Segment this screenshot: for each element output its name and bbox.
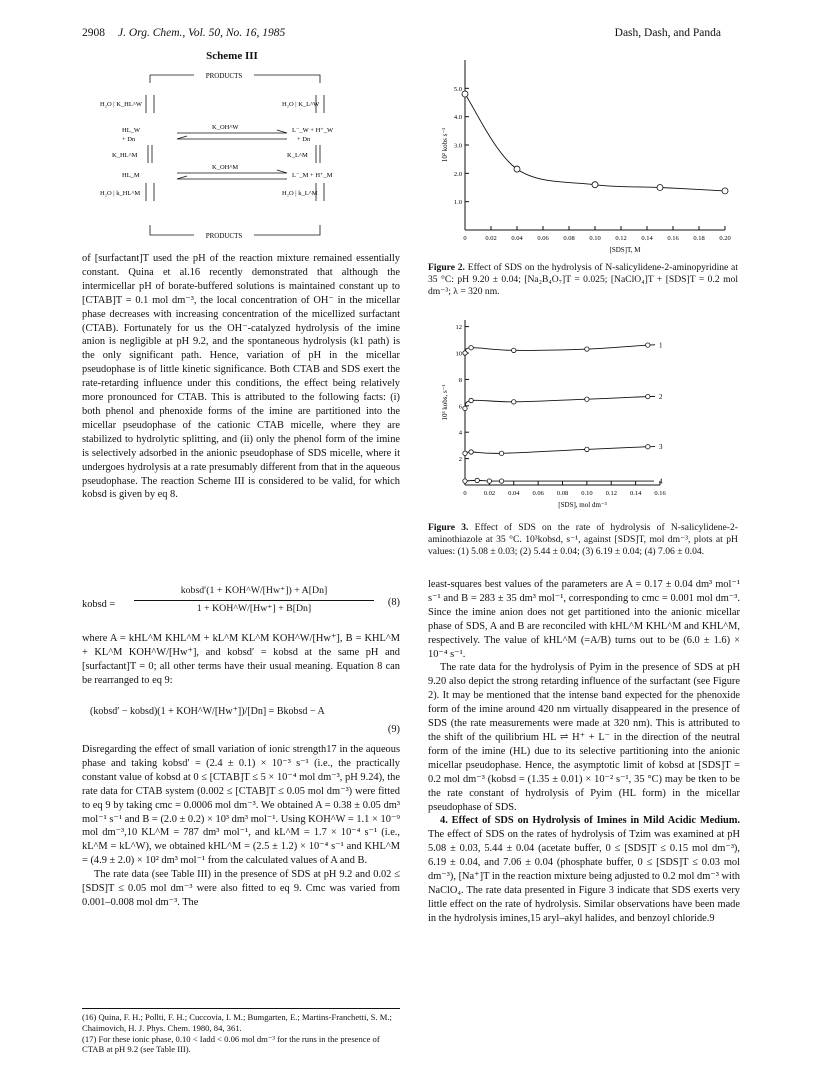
data-point xyxy=(463,406,467,410)
figure-3-caption xyxy=(428,522,738,559)
y-tick-label: 4 xyxy=(458,429,462,437)
x-tick-label: 0.16 xyxy=(667,235,679,242)
x-tick-label: 0.18 xyxy=(693,235,705,242)
figure-3-label: Figure 3. xyxy=(428,522,469,533)
x-tick-label: 0.14 xyxy=(641,235,653,242)
series-line xyxy=(465,94,725,191)
products-top-label: PRODUCTS xyxy=(205,72,243,80)
section-heading: 4. Effect of SDS on Hydrolysis of Imines in Mild Acidic Medium. xyxy=(440,815,740,827)
footnotes xyxy=(82,1012,400,1055)
x-tick-label: 0.08 xyxy=(563,235,575,242)
x-tick-label: 0.06 xyxy=(537,235,549,242)
x-tick-label: 0 xyxy=(463,235,467,242)
left-column xyxy=(82,252,400,502)
data-point xyxy=(462,91,468,97)
label-k-hl-m: K_HL^M xyxy=(112,152,138,159)
left-para-2-block xyxy=(82,632,400,688)
series-label: 1 xyxy=(659,341,663,350)
eq9-number: (9) xyxy=(387,724,400,735)
x-tick-label: 0.12 xyxy=(615,235,627,242)
data-point xyxy=(487,479,491,483)
label-h2o-kl-m: H₂O | k_L^M xyxy=(282,190,318,197)
data-point xyxy=(499,479,503,483)
products-bottom-label: PRODUCTS xyxy=(205,232,243,240)
label-l-w: L⁻_W + H⁺_W xyxy=(292,127,334,134)
left-para-4: The rate data (see Table III) in the presence of SDS at pH 9.2 and 0.02 ≤ [SDS]T ≤ 0.05 mol dm⁻³ were also fitted to eq 9. Cmc was varied from 0.001–0.008 mol dm⁻³. The xyxy=(82,869,400,908)
footnote-rule xyxy=(82,1008,400,1009)
x-tick-label: 0.10 xyxy=(581,490,593,497)
data-point xyxy=(475,478,479,482)
y-tick-label: 1.0 xyxy=(453,199,462,207)
authors: Dash, Dash, and Panda xyxy=(614,27,721,39)
equation-9 xyxy=(82,706,400,740)
figure-2-label: Figure 2. xyxy=(428,262,465,273)
data-point xyxy=(646,394,650,398)
figure-2-caption xyxy=(428,262,738,299)
label-h2o-kl-w: H₂O | K_L^W xyxy=(282,101,320,108)
data-point xyxy=(646,445,650,449)
y-tick-label: 4.0 xyxy=(453,114,462,122)
x-tick-label: 0.14 xyxy=(629,490,642,497)
x-tick-label: 0.02 xyxy=(485,235,497,242)
y-tick-label: 2.0 xyxy=(453,170,462,178)
x-tick-label: 0.02 xyxy=(483,490,496,497)
x-tick-label: 0.06 xyxy=(532,490,544,497)
scheme-iii xyxy=(82,50,382,250)
data-point xyxy=(585,347,589,351)
left-para-2: where A = kHL^M KHL^M + kL^M KL^M KOH^W/[Hw⁺], B = KHL^M + KL^M KOH^W/[Hw⁺], and kobsd′ = kobsd at the same pH and [surfactant]T = 0; all other terms have their usual meaning. Equation 8 can be rearranged to eq 9: xyxy=(82,633,400,686)
series-line xyxy=(465,480,654,481)
y-axis-label: 10² kobs s⁻¹ xyxy=(441,127,449,163)
x-tick-label: 0.04 xyxy=(508,490,520,497)
series-line xyxy=(465,396,655,408)
data-point xyxy=(514,166,520,172)
label-k-oh-m: K_OH^M xyxy=(212,164,239,171)
right-para-3: The effect of SDS on the rates of hydrolysis of Tzim was examined at pH 5.08 ± 0.03, 5.44 ± 0.04 (acetate buffer, 0 ≤ [SDS]T ≤ 0.15 mol dm⁻³), 6.19 ± 0.04, and 7.06 ± 0.04 (phosphate buffer, 0 ≤ [SDS]T ≤ 0.03 mol dm⁻³), [Na⁺]T in the reaction mixture being adjusted to 0.2 mol dm⁻³ with NaClO₄. The rate data presented in Figure 3 indicate that SDS exerts very little effect on the rate of hydrolysis. Similar observations have been made in the hydrolysis imines,15 aryl–akyl halides, and benzoyl chloride.9 xyxy=(428,829,740,924)
x-tick-label: 0.04 xyxy=(511,235,523,242)
series-line xyxy=(465,447,655,454)
data-point xyxy=(469,398,473,402)
figure-2-caption-text: Effect of SDS on the hydrolysis of N-salicylidene-2-aminopyridine at 35 °C: pH 9.20 ± 0.04; [Na₂B₄O₇]T = 0.025; [NaClO₄]T + [SDS]T = 0.2 mol dm⁻³; λ = 320 nm. xyxy=(428,262,738,298)
data-point xyxy=(499,451,503,455)
label-k-oh-w: K_OH^W xyxy=(212,124,239,131)
y-axis-label: 10³ kobs, s⁻¹ xyxy=(441,384,449,421)
data-point xyxy=(722,188,728,194)
label-hl-w: HL_W xyxy=(122,127,141,134)
page-number: 2908 xyxy=(82,27,105,39)
series-label: 4 xyxy=(659,477,663,486)
data-point xyxy=(512,348,516,352)
left-para-1: of [surfactant]T used the pH of the reaction mixture remained essentially constant. Quina et al.16 recently demonstrated that although the intermicellar pH of borate-buffered solutions is maintained constant up to [CTAB]T = 0.1 mol dm⁻³, the local concentration of OH⁻ in the micellar phase decreases with increasing concentration of the micellized surfactant (CTAB). Fortunately for us the OH⁻-catalyzed hydrolysis of the imine anion is negligible at pH 9.2, and the spontaneous hydrolysis (k1 path) is the only significant path. Hence, variation of pH in the micellar pseudophase is of little kinetic significance. Both CTAB and SDS exert the rate-retarding influence under this conditions, the effect being relatively more pronounced for CTAB. This is attributed to the following facts: (i) both phenol and phenoxide forms of the imine are partitioned into the micellar pseudophase of the cationic CTAB micelle, where they are stabilized to hydrolytic splitting, and (ii) only the phenol form of the imine is selectively adsorbed in the anionic pseudophase of SDS micelle, where it undergoes hydrolysis at a rate presumably different from that in the aqueous pseudophase. The reaction Scheme III is considered to be valid, for which kobsd is given by eq 8. xyxy=(82,253,400,501)
right-column xyxy=(428,578,740,926)
y-tick-label: 2 xyxy=(458,456,462,464)
y-tick-label: 5.0 xyxy=(453,85,462,93)
data-point xyxy=(592,182,598,188)
data-point xyxy=(463,351,467,355)
data-point xyxy=(585,397,589,401)
left-para-3: Disregarding the effect of small variation of ionic strength17 in the aqueous phase and taking kobsd′ = (2.4 ± 0.1) × 10⁻³ s⁻¹ (i.e., the practically constant value of kobsd at 0 ≤ [CTAB]T ≤ 5 × 10⁻⁴ mol dm⁻³, pH 9.24), the rate data for CTAB system (0.002 ≤ [CTAB]T ≤ 0.05 mol dm⁻³) were fitted to eq 9 by taking cmc = 0.0006 mol dm⁻³. We obtained A = 0.38 ± 0.05 dm³ mol⁻¹ s⁻¹ and B = (2.0 ± 0.2) × 10³ dm³ mol⁻¹. Using KOH^W = 1.1 × 10⁻⁹ mol dm⁻³,10 KL^M = 787 dm³ mol⁻¹, and kL^M = 1.7 × 10⁻⁴ s⁻¹ (i.e., kL^M = kL^W), we obtained kHL^M = (2.5 ± 1.2) × 10⁻⁴ s⁻¹ and KHL^M = (4.9 ± 2.0) × 10² dm³ mol⁻¹ from the calculated values of A and B. xyxy=(82,744,400,867)
equation-8 xyxy=(82,585,400,629)
data-point xyxy=(463,451,467,455)
x-tick-label: 0.10 xyxy=(589,235,601,242)
figure-3-caption-text: Effect of SDS on the rate of hydrolysis of N-salicylidene-2-aminothiazole at 35 °C. 10³kobsd, s⁻¹, against [SDS]T, mol dm⁻³, plots at pH values: (1) 5.08 ± 0.03; (2) 5.44 ± 0.04; (3) 6.19 ± 0.04; (4) 7.06 ± 0.04. xyxy=(428,522,738,558)
x-tick-label: 0.20 xyxy=(719,235,731,242)
x-axis-label: [SDS]T, M xyxy=(609,246,641,254)
journal-citation: J. Org. Chem., Vol. 50, No. 16, 1985 xyxy=(118,27,286,39)
eq9-body: (kobsd′ − kobsd)(1 + KOH^W/[Hw⁺])/[Dn] = Bkobsd − A xyxy=(90,706,325,717)
x-tick-label: 0.16 xyxy=(654,490,666,497)
eq8-fraction-bar xyxy=(134,600,374,601)
eq8-numerator: kobsd′(1 + KOH^W/[Hw⁺]) + A[Dn] xyxy=(180,585,328,596)
label-h2o-khl-m: H₂O | k_HL^M xyxy=(100,190,141,197)
data-point xyxy=(585,447,589,451)
label-k-l-m: K_L^M xyxy=(287,152,308,159)
y-tick-label: 6 xyxy=(458,403,462,411)
eq8-number: (8) xyxy=(387,597,400,608)
label-hl-m: HL_M xyxy=(122,172,140,179)
right-para-1: least-squares best values of the parameters are A = 0.17 ± 0.04 dm³ mol⁻¹ s⁻¹ and B = 283 ± 35 dm³ mol⁻¹, corresponding to cmc = 0.001 mol dm⁻³. Since the imine anion does not get partitioned into the anionic micellar phase of SDS, A and B are reconciled with kHL^M KHL^M and KHL^M, respectively. The value of kHL^M (=A/B) turns out to be (6.0 ± 1.6) × 10⁻⁴ s⁻¹. xyxy=(428,579,740,660)
left-para-3-block xyxy=(82,743,400,910)
x-tick-label: 0 xyxy=(463,490,467,497)
x-tick-label: 0.12 xyxy=(605,490,617,497)
data-point xyxy=(469,450,473,454)
series-label: 2 xyxy=(659,393,663,402)
scheme-diagram xyxy=(82,65,382,250)
series-label: 3 xyxy=(659,443,663,452)
data-point xyxy=(657,185,663,191)
footnote-17: (17) For these ionic phase, 0.10 < Iadd < 0.06 mol dm⁻³ for the runs in the presence of CTAB at pH 9.2 (see Table III). xyxy=(82,1033,380,1055)
label-h2o-khl-w: H₂O | K_HL^W xyxy=(100,101,142,108)
right-para-2: The rate data for the hydrolysis of Pyim in the presence of SDS at pH 9.20 also depict the strong retarding influence of the surfactant (see Figure 2). It may be mentioned that the intense band expected for the phenoxide form of the imine around 420 nm virtually disappeared in the presence of SDS (the rate measurements were made at 320 nm). This is attributed to the shift of the quilibrium HL ⇌ H⁺ + L⁻ in the direction of the neutral form of the imine (HL) due to its selective partitioning into the anionic micellar pseudophase. Hence, the asymptotic limit of kobsd at [SDS]T = 0.2 mol dm⁻³ (kobsd = (1.35 ± 0.01) × 10⁻² s⁻¹, 35 °C) may be tken to be the rate constant of hydrolysis of Pyim (HL form) in the micellar pseudophase of SDS. xyxy=(428,662,740,813)
label-l-m: L⁻_M + H⁺_M xyxy=(292,172,333,179)
footnote-16: (16) Quina, F. H.; Pollti, F. H.; Cuccovia, I. M.; Bumgarten, E.; Martins-Franchetti, S. M.; Chaimovich, H. J. Phys. Chem. 1980, 84, 361. xyxy=(82,1012,392,1033)
data-point xyxy=(646,343,650,347)
data-point xyxy=(463,479,467,483)
data-point xyxy=(469,346,473,350)
eq8-denominator: 1 + KOH^W/[Hw⁺] + B[Dn] xyxy=(196,603,312,614)
y-tick-label: 10 xyxy=(455,350,462,358)
figure-3-chart xyxy=(420,310,740,520)
figure-2-chart xyxy=(420,55,740,255)
x-axis-label: [SDS], mol dm⁻³ xyxy=(558,501,607,509)
x-tick-label: 0.08 xyxy=(556,490,569,497)
label-plus-dn-1: + Dn xyxy=(122,136,136,143)
scheme-title: Scheme III xyxy=(206,50,258,62)
series-line xyxy=(465,345,655,353)
data-point xyxy=(512,400,516,404)
label-plus-dn-2: + Dn xyxy=(297,136,311,143)
y-tick-label: 12 xyxy=(455,324,462,332)
eq8-lhs: kobsd = xyxy=(82,599,116,610)
y-tick-label: 8 xyxy=(458,376,462,384)
y-tick-label: 3.0 xyxy=(453,142,462,150)
